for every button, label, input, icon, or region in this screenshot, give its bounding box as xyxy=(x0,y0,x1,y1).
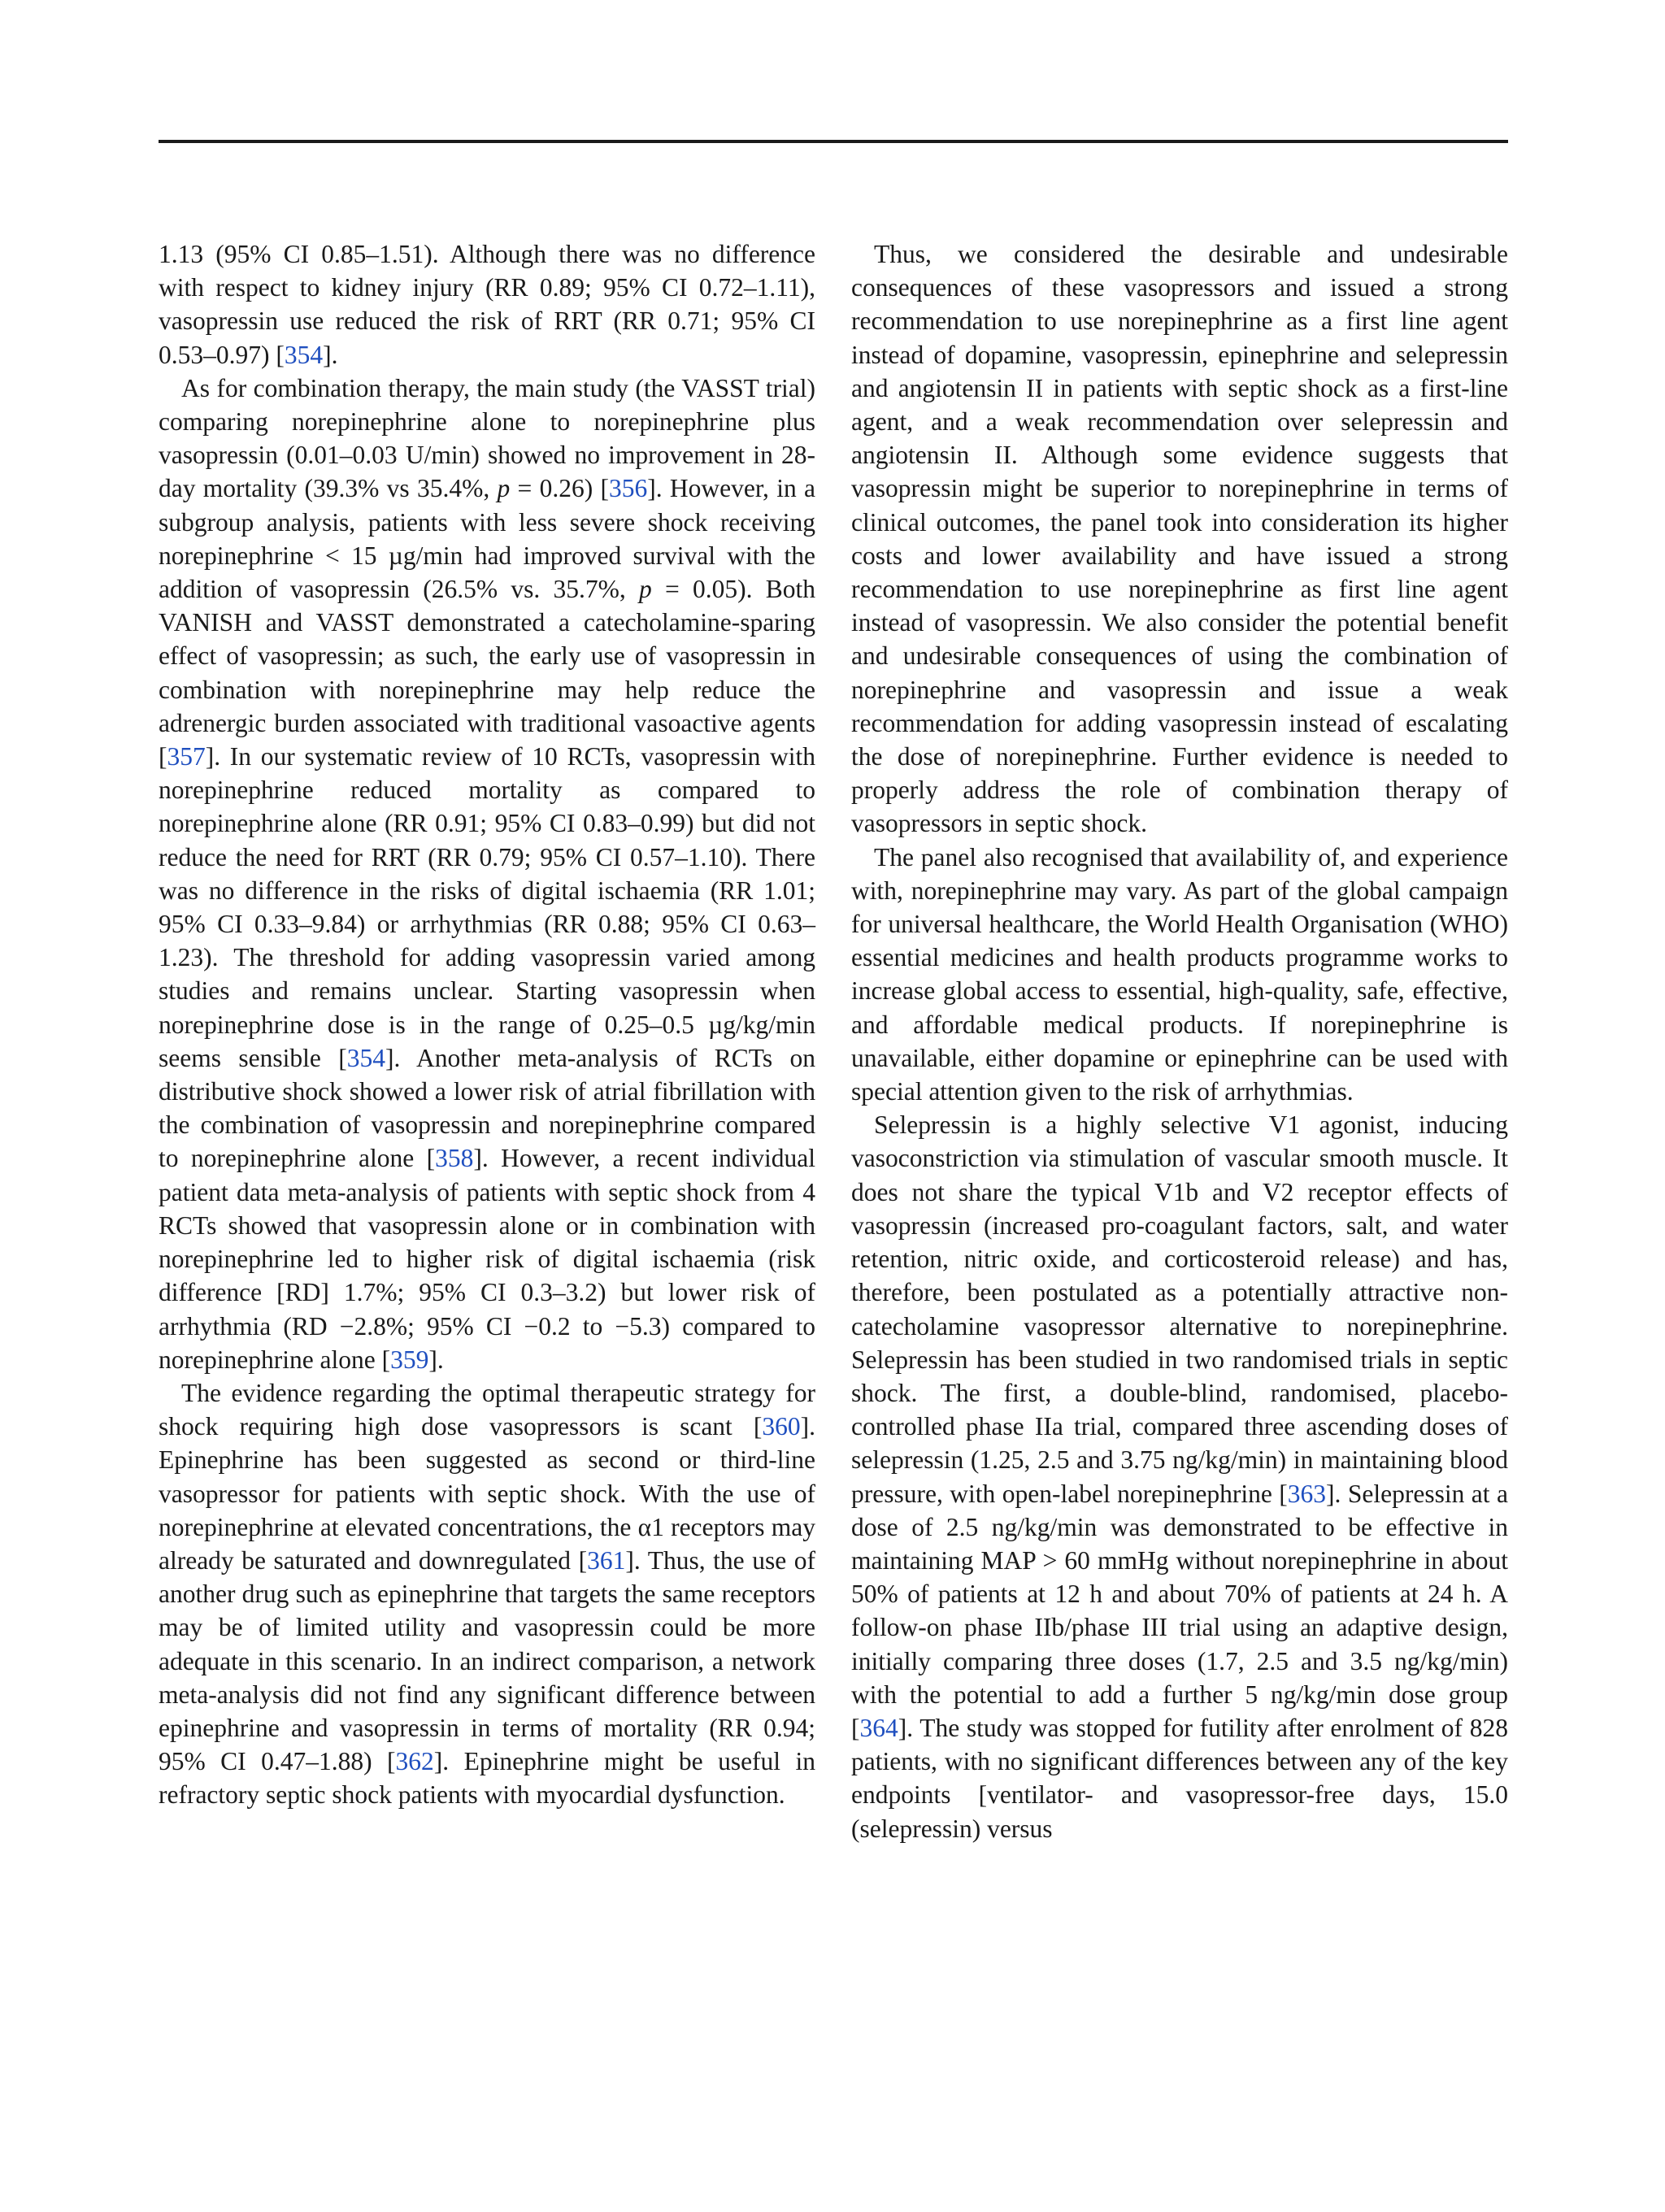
citation-link[interactable]: 357 xyxy=(167,742,206,771)
paragraph-text: ]. However, a recent individual patient data meta-analysis of patients with septic shock from 4 RCTs showed that vasopressin alone or in combination with norepinephrine led to higher risk of digital ischaemia (risk difference [RD] 1.7%; 95% CI 0.3–3.2) but lower risk of arrhythmia (RD −2.8%; 95% CI −0.2 to −5.3) compared to norepinephrine alone [ xyxy=(159,1144,815,1374)
citation-link[interactable]: 363 xyxy=(1287,1479,1327,1508)
citation-link[interactable]: 360 xyxy=(762,1412,801,1441)
paragraph-text: ]. Epinephrine has been suggested as second or third-line vasopressor for patients with septic shock. With the use of norepinephrine at elevated concentrations, the α1 receptors may already be saturated and downregulated [ xyxy=(159,1412,815,1575)
paragraph-text: = 0.26) [ xyxy=(510,474,609,503)
paragraph-text: ]. xyxy=(428,1345,444,1374)
paragraph-text: ]. In our systematic review of 10 RCTs, vasopressin with norepinephrine reduced mortality as compared to norepinephrine alone (RR 0.91; 95% CI 0.83–0.99) but did not reduce the need for RRT (RR 0.79; 95% CI 0.57–1.10). There was no difference in the risks of digital ischaemia (RR 1.01; 95% CI 0.33–9.84) or arrhythmias (RR 0.88; 95% CI 0.63–1.23). The threshold for adding vasopressin varied among studies and remains unclear. Starting vasopressin when norepinephrine dose is in the range of 0.25–0.5 µg/kg/min seems sensible [ xyxy=(159,742,815,1072)
citation-link[interactable]: 356 xyxy=(608,474,648,503)
paragraph xyxy=(159,372,815,1376)
paragraph xyxy=(851,841,1508,1109)
paragraph-text: The evidence regarding the optimal therapeutic strategy for shock requiring high dose vasopressors is scant [ xyxy=(159,1378,815,1441)
paragraph-text: ]. Thus, the use of another drug such as epinephrine that targets the same receptors may be of limited utility and vasopressin could be more adequate in this scenario. In an indirect comparison, a network meta-analysis did not find any significant difference between epinephrine and vasopressin in terms of mortality (RR 0.94; 95% CI 0.47–1.88) [ xyxy=(159,1545,815,1776)
citation-link[interactable]: 362 xyxy=(395,1747,434,1776)
paragraph xyxy=(159,237,815,372)
citation-link[interactable]: 361 xyxy=(587,1545,626,1575)
paragraph xyxy=(851,237,1508,841)
header-rule xyxy=(159,140,1508,143)
citation-link[interactable]: 354 xyxy=(346,1043,385,1072)
paragraph-text: Thus, we considered the desirable and undesirable consequences of these vasopressors and issued a strong recommendation to use norepinephrine as a first line agent instead of dopamine, vasopressin, epinephrine and selepressin and angiotensin II in patients with septic shock as a first-line agent, and a weak recommendation over selepressin and angiotensin II. Although some evidence suggests that vasopressin might be superior to norepinephrine in terms of clinical outcomes, the panel took into consideration its higher costs and lower availability and have issued a strong recommendation to use norepinephrine as first line agent instead of vasopressin. We also consider the potential benefit and undesirable consequences of using the combination of norepinephrine and vasopressin and issue a weak recommendation for adding vasopressin instead of escalating the dose of norepinephrine. Further evidence is needed to properly address the role of combination therapy of vasopressors in septic shock. xyxy=(851,240,1508,838)
citation-link[interactable]: 358 xyxy=(435,1144,474,1173)
citation-link[interactable]: 359 xyxy=(390,1345,429,1374)
paragraph-text: ]. Epinephrine might be useful in refractory septic shock patients with myocardial dysfunction. xyxy=(159,1747,815,1810)
paragraph-text: As for combination therapy, the main study (the VASST trial) comparing norepinephrine alone to norepinephrine plus vasopressin (0.01–0.03 U/min) showed no improvement in 28-day mortality (39.3% vs 35.4%, xyxy=(159,373,815,503)
paragraph xyxy=(851,1108,1508,1845)
paragraph-text: ]. Selepressin at a dose of 2.5 ng/kg/min was demonstrated to be effective in maintaining MAP > 60 mmHg without norepinephrine in about 50% of patients at 12 h and about 70% of patients at 24 h. A follow-on phase IIb/phase III trial using an adaptive design, initially comparing three doses (1.7, 2.5 and 3.5 ng/kg/min) with the potential to add a further 5 ng/kg/min dose group [ xyxy=(851,1479,1508,1742)
paragraph-text: 1.13 (95% CI 0.85–1.51). Although there was no difference with respect to kidney injury (RR 0.89; 95% CI 0.72–1.11), vasopressin use reduced the risk of RRT (RR 0.71; 95% CI 0.53–0.97) [ xyxy=(159,240,815,369)
paragraph-text: Selepressin is a highly selective V1 agonist, inducing vasoconstriction via stimulation of vascular smooth muscle. It does not share the typical V1b and V2 receptor effects of vasopressin (increased pro-coagulant factors, salt, and water retention, nitric oxide, and corticosteroid release) and has, therefore, been postulated as a potentially attractive non-catecholamine vasopressor alternative to norepinephrine. Selepressin has been studied in two randomised trials in septic shock. The first, a double-blind, randomised, placebo-controlled phase IIa trial, compared three ascending doses of selepressin (1.25, 2.5 and 3.75 ng/kg/min) in maintaining blood pressure, with open-label norepinephrine [ xyxy=(851,1110,1508,1508)
paragraph xyxy=(159,1376,815,1812)
right-column xyxy=(851,237,1508,1845)
paragraph-text: The panel also recognised that availability of, and experience with, norepinephrine may vary. As part of the global campaign for universal healthcare, the World Health Organisation (WHO) essential medicines and health products programme works to increase global access to essential, high-quality, safe, effective, and affordable medical products. If norepinephrine is unavailable, either dopamine or epinephrine can be used with special attention given to the risk of arrhythmias. xyxy=(851,842,1508,1106)
p-value-symbol: p xyxy=(638,575,652,604)
paragraph-text: ]. The study was stopped for futility after enrolment of 828 patients, with no significant differences between any of the key endpoints [ventilator- and vasopressor-free days, 15.0 (selepressin) versus xyxy=(851,1713,1508,1843)
citation-link[interactable]: 354 xyxy=(284,340,324,369)
paragraph-text: ]. However, in a subgroup analysis, patients with less severe shock receiving norepinephrine < 15 µg/min had improved survival with the addition of vasopressin (26.5% vs. 35.7%, xyxy=(159,474,815,604)
citation-link[interactable]: 364 xyxy=(859,1713,898,1742)
paragraph-text: ]. Another meta-analysis of RCTs on distributive shock showed a lower risk of atrial fibrillation with the combination of vasopressin and norepinephrine compared to norepinephrine alone [ xyxy=(159,1043,815,1173)
paragraph-text: = 0.05). Both VANISH and VASST demonstrated a catecholamine-sparing effect of vasopressin; as such, the early use of vasopressin in combination with norepinephrine may help reduce the adrenergic burden associated with traditional vasoactive agents [ xyxy=(159,575,815,771)
p-value-symbol: p xyxy=(497,474,511,503)
paragraph-text: ]. xyxy=(323,340,338,369)
left-column xyxy=(159,237,815,1812)
